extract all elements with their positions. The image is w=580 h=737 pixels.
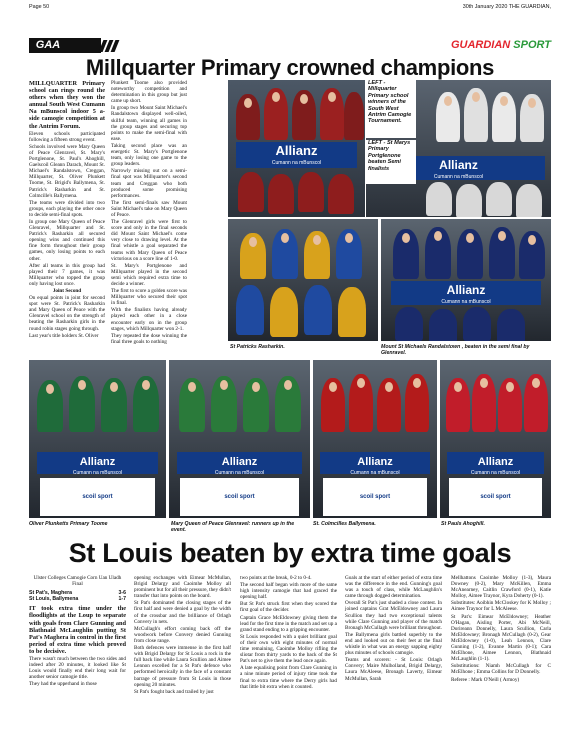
sponsor-banner <box>447 452 545 474</box>
team-name: St Louis, Ballymena <box>29 596 79 603</box>
scoil-sport-board: scoil sport <box>180 478 298 516</box>
banner-subtext: Cumann na mBunscol <box>271 160 322 166</box>
story2-paragraph: Both defences were immense in the first half with Brigid Delargy for St Louis a rock in the full back line while Laura Scullion and Aimee Lennon excelled for a St Pat's defence who performed heroically in the face of a constant barrage of pressure from St Louis in those opening 20 minutes. <box>134 645 231 688</box>
section-bar-fill <box>67 38 101 53</box>
story2-paragraph: The second half began with more of the same high intensity camogie that had graced the opening half. <box>240 582 337 601</box>
team-score: 1-7 <box>118 596 126 603</box>
story2-paragraph: They had the upperhand in those <box>29 681 97 688</box>
scoil-sport-board: scoil sport <box>449 478 542 516</box>
caption-rasharkin: St Patricks Rasharkin. <box>230 344 285 350</box>
banner-text: Allianz <box>79 456 116 468</box>
banner-text: Allianz <box>357 456 393 468</box>
photo-mary-queen-of-peace <box>169 360 310 518</box>
story1-paragraph: Schools involved were Mary Queen of Peace Glenravel, St. Mary's Portglenone, St. Paul's Ahoghill, Gaelscoil Gleann Darach, Mount St. Michael's Randalstown, Creggan, Millquarter, St. Oliver Plunkett Toome, St. Brigid's Ballymena, St. Patrick's Rasharkin and St. Colmcille's Ballymena. <box>29 143 105 199</box>
story2-paragraph: two points at the break, 0-2 to 0-4. <box>240 575 312 581</box>
story1-paragraph: The first semi-finals saw Mount Saint Michael's take on Mary Queen of Peace. <box>111 199 187 218</box>
story2-paragraph: McCullagh's effort coming back off the woodwork before Convery denied Gunning from close range. <box>134 625 231 644</box>
story2-paragraph: Teams and scorers: - St Louis: Orlagh Convery; Maire Mulholland, Brigid Delargy, Laura McAleese, Bronagh Laverty, Eimear McMullan, Sarah <box>345 657 442 682</box>
story2-paragraph: Referee : Mark O'Neill ( Armoy) <box>451 676 520 683</box>
story1-paragraph: On equal points in joint for second spot were St. Patrick's Rasharkin and Mary Queen of Peace with the Glenravel school on the strength of beating the Rasharkin girls in the round robin stages going through. <box>29 295 105 332</box>
photo-mount-st-michaels <box>381 219 551 341</box>
story2-paragraph: opening exchanges with Eimear McMullan, Brigid Delargy and Caoimhe Molloy all prominent but for all their pressure, they didn't transfer that into points on the board. <box>134 575 231 600</box>
story1-paragraph: Narrowly missing out on a semi-final spot was Millquarter's second team and Creggan who both produced some promising performances. <box>111 168 187 199</box>
story1-paragraph: Taking second place was an energetic St. Mary's Portglenone team, only losing one game to the group leaders. <box>111 142 187 168</box>
story1-paragraph: In group one Mary Queen of Peace Glenravel, Millquarter and St. Patrick's Rasharkin all secured opening wins and continued this fine form throughout their group games, only losing points to each other. <box>29 218 105 262</box>
section-divider-icon <box>101 39 131 51</box>
story2-column-3 <box>240 575 337 691</box>
brand-section: SPORT <box>513 39 551 51</box>
photo-millquarter-winners <box>228 80 365 217</box>
photo-st-patricks-rasharkin <box>228 219 378 341</box>
story1-paragraph: St. Mary's Portglenone and Millquarter played in the second semi which required extra time to decide a winner. <box>111 262 187 287</box>
banner-text: Allianz <box>221 456 258 468</box>
story1-lead: MILLQUARTER Primary school can rings round the others when they won the annual South West Cumann Na mBunscol indoor 5 a-side camogie competition at the Antrim Forum. <box>29 80 105 130</box>
caption-mary-queen-of-peace: Mary Queen of Peace Glenravel: runners up in the event. <box>171 521 295 533</box>
banner-subtext: Cumann na mBunscol <box>350 470 400 476</box>
sponsor-banner <box>177 452 301 474</box>
scoil-sport-board: scoil sport <box>323 478 427 516</box>
story2-paragraph: The Ballymena girls battled superbly to the end and looked out on their feet at the final whistle in what was an energy sapping eighty plus minutes of schools camogie. <box>345 631 442 657</box>
page-number: Page 50 <box>29 4 50 10</box>
team-name: St Pat's, Maghera <box>29 590 73 597</box>
photo-st-marys-portglenone <box>366 80 551 217</box>
story2-column-5 <box>451 575 551 684</box>
story1-paragraph: Last year's title holders St. Oliver <box>29 332 99 339</box>
story1-paragraph: Plunkett Toome also provided noteworthy competition and determination in this group but just came up short. <box>111 80 187 105</box>
banner-subtext: Cumann na mBunscol <box>441 299 491 305</box>
story2-column-4 <box>345 575 442 683</box>
story1-paragraph: Eleven schools participated following a fifteen strong event. <box>29 130 105 143</box>
story2-paragraph: St Pat's fought back and trailed by just <box>134 688 214 695</box>
banner-subtext: Cumann na mBunscol <box>470 470 521 476</box>
sponsor-banner <box>320 452 429 474</box>
story2-column-2 <box>134 575 231 696</box>
story2-paragraph: A late equalising point from Clare Gunning in a nine minute period of injury time took the final to extra time where the Derry girls had that little bit extra when it counted. <box>240 665 337 690</box>
competition-name: Ulster Colleges Camogie Corn Uan Uladh Final <box>33 575 122 588</box>
story2-paragraph: But St Pat's struck first when they scored the first goal of the decider. <box>240 601 337 614</box>
page-header <box>29 4 551 14</box>
caption-st-marys: LEFT - St Marys Primary Portglenone beaten Semi finalists <box>366 140 416 184</box>
story1-paragraph: In group two Mount Saint Michael's Randalstown displayed well-oiled, skilful team, winning all games in the group stages and securing top points to make the semi-final with ease. <box>111 105 187 142</box>
banner-text: Allianz <box>275 143 318 158</box>
caption-ahoghill: St Pauls Ahoghill. <box>441 521 485 527</box>
story2-lead: IT took extra time under the floodlights at the Loup to separate with goals from Clare Gunning and Blathnaid McLaughlin putting St Pat's Maghera in control in the first period of extra time which proved to be decisive. <box>29 605 126 655</box>
banner-text: Allianz <box>477 456 514 468</box>
banner-text: Allianz <box>439 158 478 172</box>
story1-column-1 <box>29 80 105 340</box>
brand-logo <box>451 39 551 51</box>
story1-column-2 <box>111 80 187 346</box>
sponsor-banner <box>391 281 541 305</box>
photo-st-colmcilles <box>313 360 437 518</box>
story1-paragraph: The first to score a golden score was Millquarter who secured their spot in final. <box>111 288 187 307</box>
story1-paragraph: The teams were divided into two groups, each playing the other once to decide semi-final spots. <box>29 199 105 218</box>
story2-paragraph: Substitutes: Aoibhin McCloskey for K Molloy ; Aimee Traynor for L McAleese. <box>451 600 551 613</box>
score-row <box>29 596 126 602</box>
banner-subtext: Cumann na mBunscol <box>214 470 265 476</box>
caption-colmcilles: St. Colmcilles Ballymena. <box>313 521 376 527</box>
banner-text: Allianz <box>446 283 486 297</box>
banner-subtext: Cumann na mBunscol <box>72 470 123 476</box>
scoil-sport-board: scoil sport <box>40 478 155 516</box>
story2-headline: St Louis beaten by extra time goals <box>68 538 512 568</box>
team-score: 3-6 <box>118 590 126 597</box>
story2-paragraph: St Pat's: Eimear McEldowney; Heather O'Hagan, Aisling Porter, Abi McNeill, Dorireann Donnelly, Laura Scullion, Carla McEldowney; Bronagh McCullagh (0-2), Gear McEldowney (1-0), Leah Lennon, Clare Gunning (1-2), Evanne Martin (0-1); Cara McElhone, Aimee Lennon, Blathnaid McLaughlin (1-1). <box>451 613 551 663</box>
story2-paragraph: Mellhattons Caoimhe Molloy (1-3), Maura Downey (0-2), Mary McKillen, Emma McAnearney, Caitlin Crawford (0-1), Katie Molloy, Aimee Traynor, Kyra Doherty (0-1). <box>451 575 551 600</box>
story2-paragraph: Overall St Pat's just shaded a close contest. In joined captains Grat McEldowney and Laura Scullion they had two exceptional talents while Clare Gunning and player of the match Bronagh McCullagh were brilliant throughout. <box>345 600 442 631</box>
section-label: GAA <box>29 38 67 53</box>
caption-toome: Oliver Plunketts Primary Toome <box>29 521 108 527</box>
photo-st-pauls-ahoghill <box>440 360 551 518</box>
story1-paragraph: The Glenravel girls were first to score and only in the final seconds did Mount Saint Michael's come very close to drawing level. At the final whistle a goal separated the teams with Mary Queen of Peace victorious on a score line of 1-0. <box>111 219 187 262</box>
story1-paragraph: After all teams in this group had played their 7 games, it was Millquarter who topped the group only having lost once. <box>29 262 105 287</box>
story2-paragraph: Goals at the start of either period of extra time was the difference in the end. Gunning's goal was a touch of class, while McLaughlin's came through dogged determination. <box>345 575 442 600</box>
story1-headline: Millquarter Primary crowned champions <box>85 55 495 80</box>
caption-millquarter-winners: LEFT - Millquarter Primary school winners of the South West Antrim Camogie Tournament. <box>366 80 416 138</box>
sponsor-banner <box>37 452 158 474</box>
story2-paragraph: St Pat's dominated the closing stages of the first half and were denied a goal by the width of the crossbar and the brilliance of Orlagh Convery in nets. <box>134 600 231 625</box>
section-bar <box>29 38 551 53</box>
story1-paragraph: With the finalists having already played each other in a close encounter early on in the group stages, which Millquarter won 2-1. <box>111 307 187 332</box>
sponsor-banner <box>236 142 357 168</box>
issue-date: 30th January 2020 THE GUARDIAN, <box>462 4 551 10</box>
story2-column-1 <box>29 575 126 689</box>
story1-paragraph: They repeated the dose winning the final three goals to nothing <box>111 332 187 345</box>
story2-paragraph: There wasn't much between the two sides and indeed after 20 minutes, it looked like St Louis would finally end their long wait for another senior camogie title. <box>29 656 126 681</box>
story1-subhead: Joint Second <box>52 288 82 294</box>
story2-paragraph: Captain Grace McEldowney giving them the lead for the first time in the match and set up a grand stand ending to a gripping encounter. <box>240 614 337 633</box>
caption-mount-st-michaels: Mount St Michaels Randalstown , beaten in the semi final by Glenravel. <box>381 344 530 356</box>
banner-subtext: Cumann na mBunscol <box>433 174 484 180</box>
story2-paragraph: St Louis responded with a quiet brilliant goal of their own with eight minutes of normal time remaining, Caoimhe Molloy rifling the sliotar from thirty yards to the back of the St Pat's net to give them the lead once again. <box>240 633 337 665</box>
brand-name: GUARDIAN <box>450 39 511 51</box>
story2-paragraph: Substitutions: Niamh McCullagh for C McElhone ; Emma Collins for D Donnelly. <box>451 663 551 676</box>
photo-oliver-plunketts-toome <box>29 360 166 518</box>
